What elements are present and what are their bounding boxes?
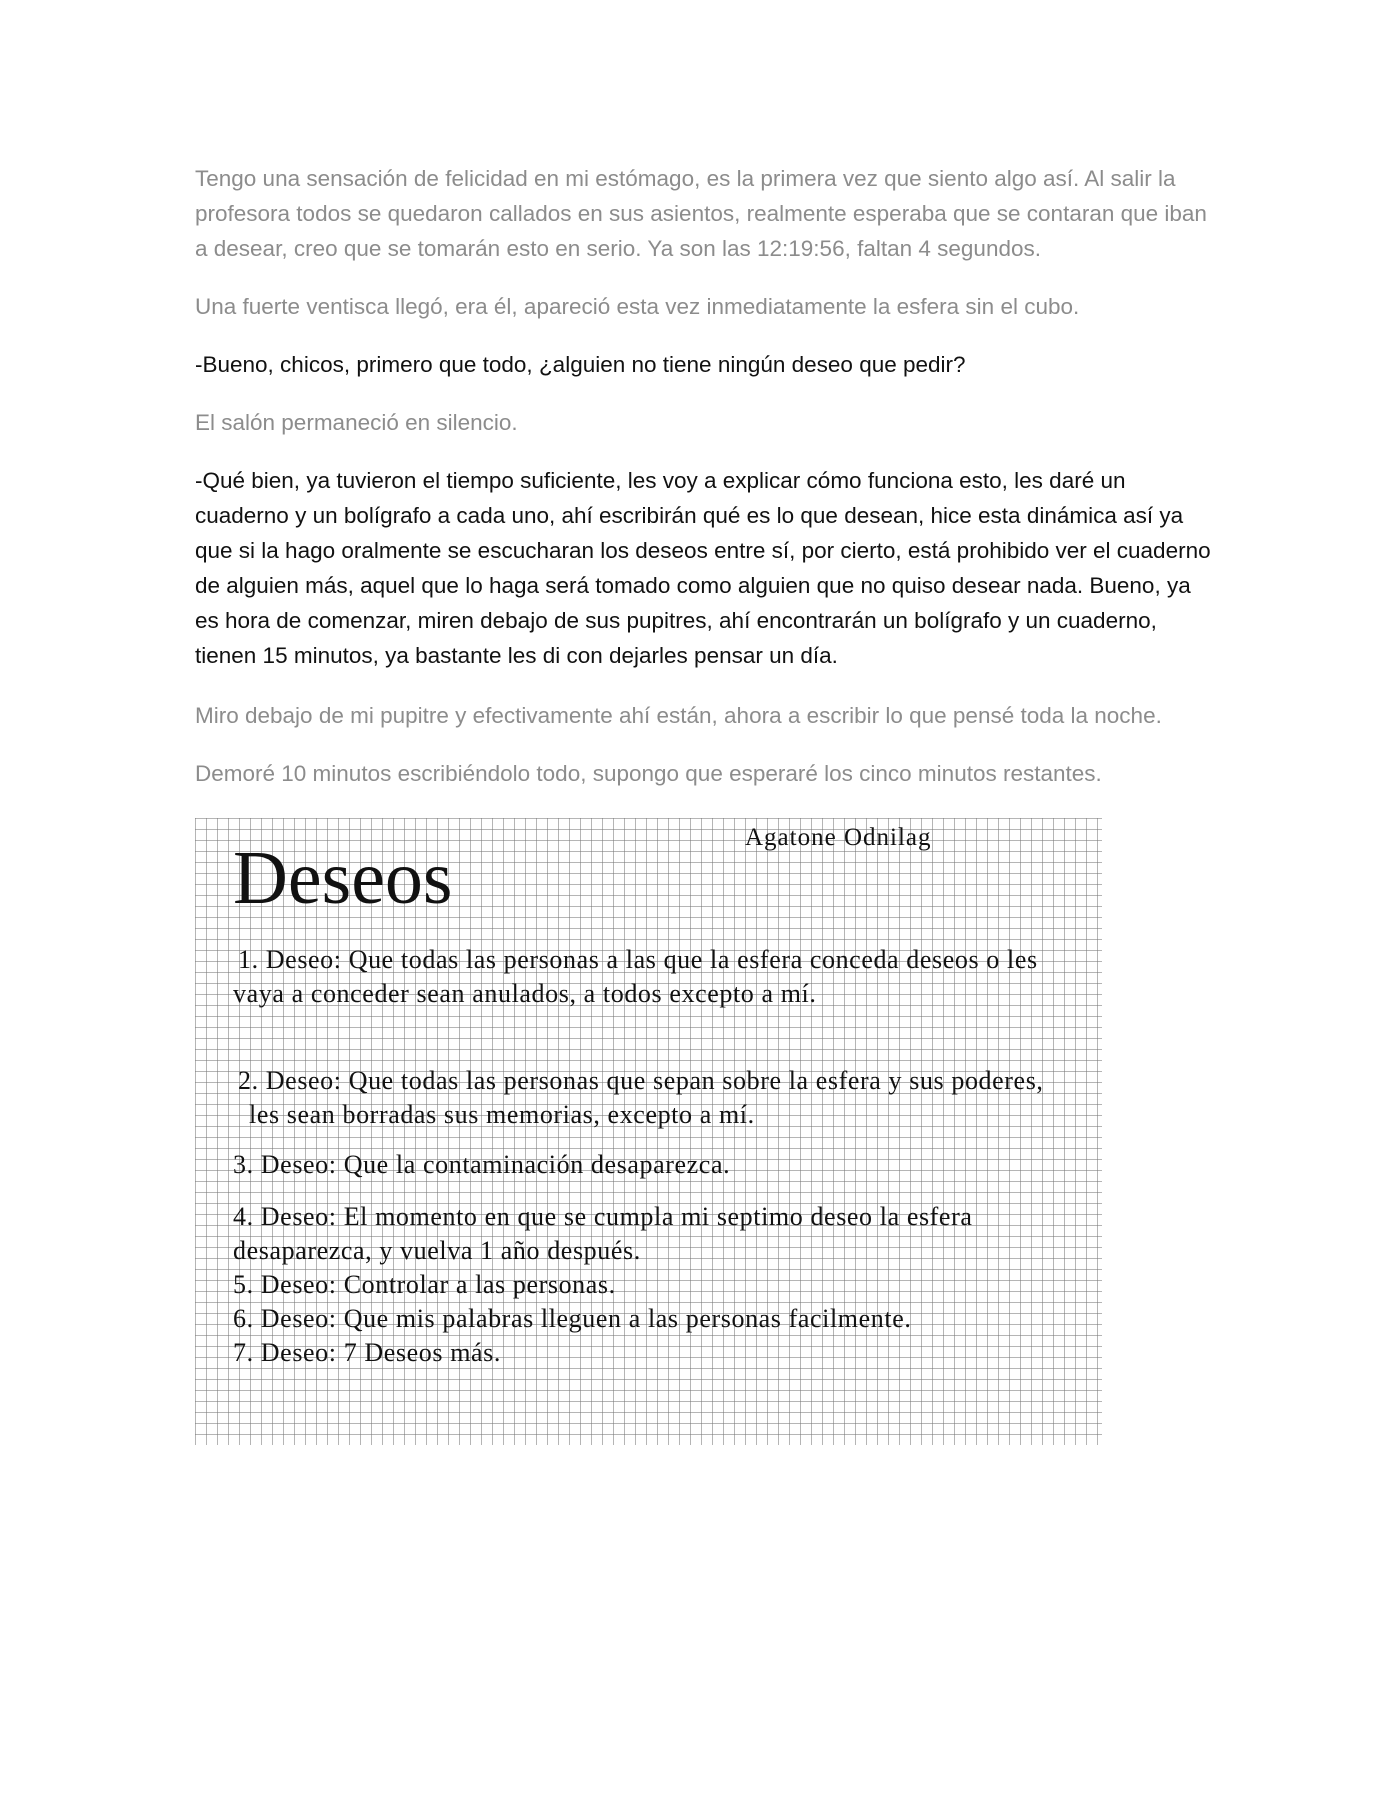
dialogue-paragraph: -Bueno, chicos, primero que todo, ¿alguien no tiene ningún deseo que pedir? <box>195 352 966 377</box>
notebook-author: Agatone Odnilag <box>745 824 932 851</box>
narration-paragraph: Tengo una sensación de felicidad en mi estómago, es la primera vez que siento algo así. Al salir la profesora todos se quedaron callados en sus asientos, realmente esperaba que se contaran que iban a desear, creo que se tomarán esto en serio. Ya son las 12:19:56, faltan 4 segundos. <box>195 166 1207 261</box>
narration-paragraph: El salón permaneció en silencio. <box>195 410 518 435</box>
narration-paragraph: Demoré 10 minutos escribiéndolo todo, supongo que esperaré los cinco minutos restantes. <box>195 761 1102 786</box>
wish-item: 1. Deseo: Que todas las personas a las que la esfera conceda deseos o les vaya a conceder sean anulados, a todos excepto a mí. <box>233 945 1038 1008</box>
wish-item: 5. Deseo: Controlar a las personas. <box>233 1270 616 1299</box>
narration-paragraph: Una fuerte ventisca llegó, era él, apareció esta vez inmediatamente la esfera sin el cubo. <box>195 294 1080 319</box>
wish-item: 2. Deseo: Que todas las personas que sepan sobre la esfera y sus poderes, les sean borradas sus memorias, excepto a mí. <box>238 1066 1044 1129</box>
notebook-image <box>195 818 1102 1445</box>
notebook-title: Deseos <box>233 836 453 920</box>
wish-item: 7. Deseo: 7 Deseos más. <box>233 1338 501 1367</box>
wish-item: 3. Deseo: Que la contaminación desaparezca. <box>233 1150 731 1179</box>
narration-paragraph: Miro debajo de mi pupitre y efectivamente ahí están, ahora a escribir lo que pensé toda la noche. <box>195 703 1162 728</box>
dialogue-paragraph: -Qué bien, ya tuvieron el tiempo suficiente, les voy a explicar cómo funciona esto, les daré un cuaderno y un bolígrafo a cada uno, ahí escribirán qué es lo que desean, hice esta dinámica así ya que si la hago oralmente se escucharan los deseos entre sí, por cierto, está prohibido ver el cuaderno de alguien más, aquel que lo haga será tomado como alguien que no quiso desear nada. Bueno, ya es hora de comenzar, miren debajo de sus pupitres, ahí encontrarán un bolígrafo y un cuaderno, tienen 15 minutos, ya bastante les di con dejarles pensar un día. <box>195 468 1211 668</box>
wish-item: 4. Deseo: El momento en que se cumpla mi septimo deseo la esfera desaparezca, y vuelva 1 año después. <box>233 1202 973 1265</box>
wish-item: 6. Deseo: Que mis palabras lleguen a las personas facilmente. <box>233 1304 912 1333</box>
